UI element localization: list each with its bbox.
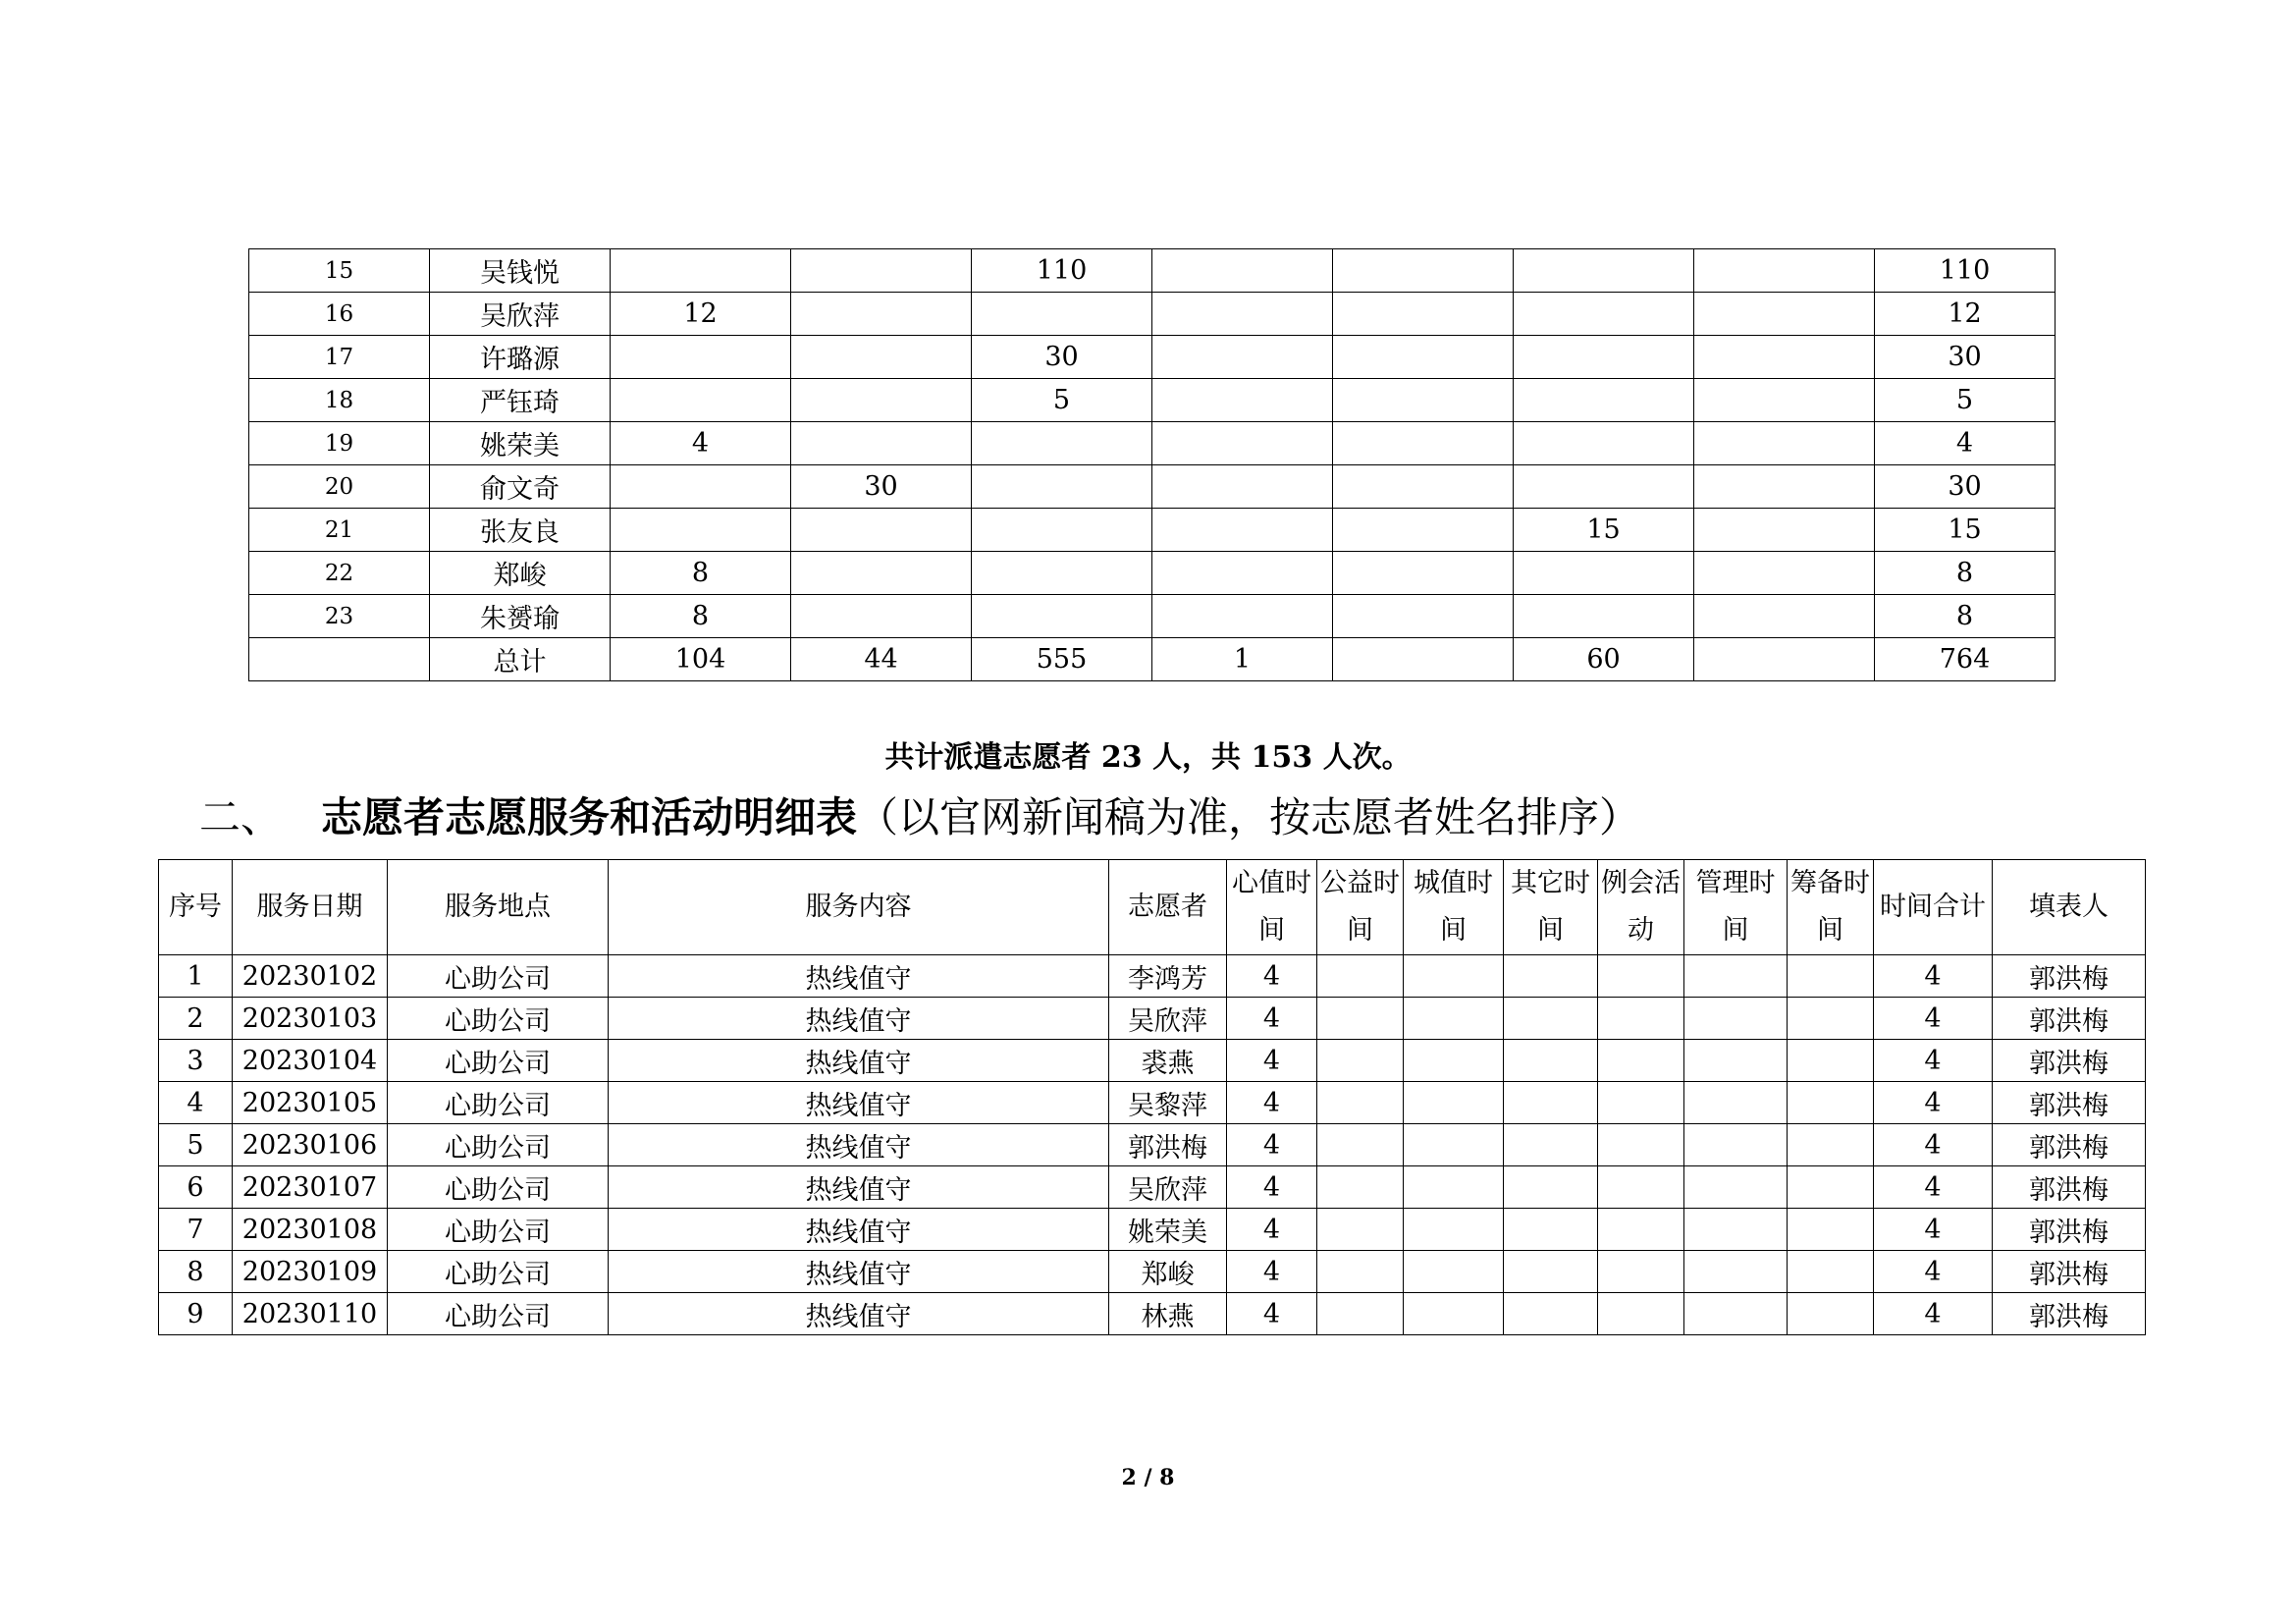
table-cell: 许璐源 [430,336,611,379]
table-cell: 4 [159,1082,233,1124]
table-cell [1333,422,1514,465]
table-cell: 吴欣萍 [430,293,611,336]
table-cell [1152,249,1333,293]
table-cell [791,552,972,595]
table-cell: 8 [611,595,791,638]
table-cell [1317,1124,1404,1166]
table-cell [1514,465,1694,509]
table-cell: 104 [611,638,791,681]
table-cell [1694,638,1875,681]
table-cell: 20230108 [233,1209,388,1251]
table-cell: 8 [159,1251,233,1293]
table-cell [1514,293,1694,336]
table-cell: 郭洪梅 [1993,955,2146,998]
column-header: 服务日期 [233,860,388,955]
table-cell [972,422,1152,465]
table-cell [611,465,791,509]
column-header: 心值时间 [1227,860,1317,955]
table-cell: 22 [249,552,430,595]
table-cell [611,509,791,552]
table-cell [1788,1124,1874,1166]
table-cell: 6 [159,1166,233,1209]
table-cell [1317,955,1404,998]
table-cell: 心助公司 [388,1166,609,1209]
table-cell: 4 [1227,998,1317,1040]
table-cell: 严钰琦 [430,379,611,422]
table-cell: 4 [1227,1082,1317,1124]
table-cell: 12 [1875,293,2056,336]
column-header: 填表人 [1993,860,2146,955]
table-cell [1598,1040,1684,1082]
table-row [159,1293,2146,1335]
table-cell [1317,998,1404,1040]
table-cell [791,595,972,638]
section-heading [199,785,1640,844]
table-cell [1684,1124,1788,1166]
table-cell [1598,1082,1684,1124]
table-cell [1504,1293,1598,1335]
table-cell [1333,336,1514,379]
table-cell [791,336,972,379]
table-cell: 30 [1875,465,2056,509]
table-cell: 4 [1874,1124,1993,1166]
table-cell: 15 [249,249,430,293]
table-header-row [159,860,2146,955]
table-cell [972,465,1152,509]
table-cell: 110 [972,249,1152,293]
table-cell: 4 [1874,955,1993,998]
table-cell [1504,1082,1598,1124]
table-cell: 郑峻 [1109,1251,1227,1293]
table-cell: 4 [1874,1251,1993,1293]
table-cell: 60 [1514,638,1694,681]
table-cell: 5 [1875,379,2056,422]
table-cell [1514,595,1694,638]
table-cell [1598,998,1684,1040]
column-header: 志愿者 [1109,860,1227,955]
table-cell: 20230109 [233,1251,388,1293]
table-cell [1333,293,1514,336]
table-cell [1598,1124,1684,1166]
table-cell [1788,1209,1874,1251]
table-cell [1333,379,1514,422]
table-cell: 20230104 [233,1040,388,1082]
table-cell: 热线值守 [609,1040,1109,1082]
table-cell: 心助公司 [388,1040,609,1082]
table-cell [1404,998,1504,1040]
table-cell: 心助公司 [388,1082,609,1124]
table-cell: 8 [1875,552,2056,595]
table-cell [791,293,972,336]
table-cell: 吴欣萍 [1109,1166,1227,1209]
table-cell: 郭洪梅 [1993,1124,2146,1166]
table-row [249,552,2056,595]
table-cell [972,509,1152,552]
table-row [159,1251,2146,1293]
table-cell: 姚荣美 [1109,1209,1227,1251]
table-cell [1504,955,1598,998]
table-cell: 8 [611,552,791,595]
table-cell: 吴钱悦 [430,249,611,293]
table-cell [1404,1209,1504,1251]
table-cell: 4 [1227,955,1317,998]
table-cell [1317,1209,1404,1251]
table-cell: 心助公司 [388,1293,609,1335]
table-cell: 吴黎萍 [1109,1082,1227,1124]
table-cell: 郭洪梅 [1993,1082,2146,1124]
table-cell [1152,595,1333,638]
table-cell: 44 [791,638,972,681]
table-cell [1684,1166,1788,1209]
table-cell [791,509,972,552]
table-cell: 总计 [430,638,611,681]
table-cell [1788,998,1874,1040]
table-cell: 7 [159,1209,233,1251]
table-cell: 764 [1875,638,2056,681]
table-cell [1514,249,1694,293]
table-cell [611,249,791,293]
table-cell [1694,509,1875,552]
table-cell [249,638,430,681]
column-header: 筹备时间 [1788,860,1874,955]
table-row [159,998,2146,1040]
table-cell: 110 [1875,249,2056,293]
table-cell [1333,552,1514,595]
table-cell: 23 [249,595,430,638]
table-cell: 20230105 [233,1082,388,1124]
table-cell: 心助公司 [388,1124,609,1166]
table-cell [1333,249,1514,293]
table-cell [1317,1251,1404,1293]
table-cell: 心助公司 [388,1209,609,1251]
table-cell: 4 [1874,1082,1993,1124]
table-cell [791,422,972,465]
table-cell: 吴欣萍 [1109,998,1227,1040]
section-note: （以官网新闻稿为准，按志愿者姓名排序） [857,793,1641,841]
table-cell: 30 [972,336,1152,379]
table-cell [1333,509,1514,552]
column-header: 序号 [159,860,233,955]
table-cell: 20230103 [233,998,388,1040]
table-cell: 张友良 [430,509,611,552]
table-cell [1788,1082,1874,1124]
table-cell [1514,552,1694,595]
table-cell [1152,379,1333,422]
column-header: 例会活动 [1598,860,1684,955]
table-cell [1152,293,1333,336]
table-cell [791,249,972,293]
table-cell [1684,955,1788,998]
table-cell [1598,1209,1684,1251]
table-cell: 4 [1874,1166,1993,1209]
table-cell: 4 [611,422,791,465]
table-cell [1404,1124,1504,1166]
table-cell: 4 [1874,1209,1993,1251]
table-cell: 郭洪梅 [1993,1251,2146,1293]
service-activity-detail-table [158,859,2146,1335]
table-cell [1333,638,1514,681]
table-cell: 郭洪梅 [1993,1293,2146,1335]
table-cell [1684,1082,1788,1124]
table-cell: 4 [1227,1166,1317,1209]
column-header: 时间合计 [1874,860,1993,955]
table-cell: 5 [159,1124,233,1166]
table-cell [1504,1166,1598,1209]
table-cell: 裘燕 [1109,1040,1227,1082]
table-cell [1694,249,1875,293]
table-cell: 热线值守 [609,1124,1109,1166]
table-cell: 3 [159,1040,233,1082]
table-row [159,1040,2146,1082]
table-cell: 李鸿芳 [1109,955,1227,998]
table-cell [611,379,791,422]
table-cell: 朱赟瑜 [430,595,611,638]
table-cell: 30 [1875,336,2056,379]
table-cell: 12 [611,293,791,336]
table-cell: 18 [249,379,430,422]
table-cell: 2 [159,998,233,1040]
table-cell [1317,1082,1404,1124]
column-header: 城值时间 [1404,860,1504,955]
table-cell: 8 [1875,595,2056,638]
table-cell: 热线值守 [609,1293,1109,1335]
table-cell [1694,595,1875,638]
table-cell: 555 [972,638,1152,681]
table-row [249,249,2056,293]
table-cell [1788,1293,1874,1335]
table-cell [1317,1040,1404,1082]
table-cell [1598,1166,1684,1209]
table-row [249,509,2056,552]
table-cell: 热线值守 [609,1251,1109,1293]
table-cell: 心助公司 [388,955,609,998]
table-row [159,1166,2146,1209]
table-cell [1514,336,1694,379]
table-cell: 1 [1152,638,1333,681]
table-cell [1317,1293,1404,1335]
summary-text: 共计派遣志愿者 23 人，共 153 人次。 [884,740,1412,775]
table-cell [1598,1251,1684,1293]
table-cell [1694,465,1875,509]
table-cell [1788,1166,1874,1209]
table-cell [1404,955,1504,998]
table-cell: 4 [1227,1040,1317,1082]
table-cell [1404,1040,1504,1082]
table-cell [1504,1124,1598,1166]
table-cell [1504,1040,1598,1082]
table-cell: 4 [1874,998,1993,1040]
total-row [249,638,2056,681]
table-cell [1788,955,1874,998]
page-number: 2 / 8 [1121,1465,1175,1490]
table-cell [1694,336,1875,379]
table-cell [1404,1166,1504,1209]
table-cell [1694,552,1875,595]
table-cell: 5 [972,379,1152,422]
table-cell: 4 [1227,1293,1317,1335]
table-cell [1152,336,1333,379]
table-cell [1404,1293,1504,1335]
table-cell: 郭洪梅 [1993,998,2146,1040]
table-cell: 15 [1514,509,1694,552]
table-cell: 郭洪梅 [1993,1040,2146,1082]
table-cell: 心助公司 [388,1251,609,1293]
table-row [159,1124,2146,1166]
table-cell [1514,379,1694,422]
table-cell: 19 [249,422,430,465]
table-cell: 热线值守 [609,1209,1109,1251]
table-cell [1788,1251,1874,1293]
table-cell [1404,1082,1504,1124]
table-row [249,422,2056,465]
table-cell: 热线值守 [609,955,1109,998]
table-cell: 林燕 [1109,1293,1227,1335]
table-cell [1788,1040,1874,1082]
table-row [249,379,2056,422]
table-cell [1684,1251,1788,1293]
table-cell: 郑峻 [430,552,611,595]
table-cell [1684,1209,1788,1251]
table-cell [1694,422,1875,465]
table-row [249,336,2056,379]
table-cell: 17 [249,336,430,379]
table-cell: 4 [1227,1124,1317,1166]
table-cell: 心助公司 [388,998,609,1040]
table-cell: 20230110 [233,1293,388,1335]
table-cell [1694,293,1875,336]
table-cell [1598,955,1684,998]
table-cell [1333,465,1514,509]
table-cell: 20230107 [233,1166,388,1209]
column-header: 服务地点 [388,860,609,955]
table-cell [972,552,1152,595]
table-cell: 郭洪梅 [1109,1124,1227,1166]
table-cell: 4 [1227,1209,1317,1251]
table-cell [1684,1293,1788,1335]
table-cell: 15 [1875,509,2056,552]
table-cell [1152,552,1333,595]
table-cell: 4 [1227,1251,1317,1293]
table-row [159,1082,2146,1124]
table-cell: 4 [1875,422,2056,465]
table-cell: 9 [159,1293,233,1335]
table-cell: 郭洪梅 [1993,1209,2146,1251]
table-cell [1504,1209,1598,1251]
table-cell [1152,422,1333,465]
column-header: 公益时间 [1317,860,1404,955]
table-row [249,465,2056,509]
table-cell: 郭洪梅 [1993,1166,2146,1209]
table-cell [972,595,1152,638]
table-cell [1598,1293,1684,1335]
table-cell [1684,1040,1788,1082]
table-cell: 姚荣美 [430,422,611,465]
column-header: 其它时间 [1504,860,1598,955]
table-cell: 1 [159,955,233,998]
table-cell: 热线值守 [609,998,1109,1040]
table-row [159,955,2146,998]
section-number: 二、 [199,793,283,841]
table-cell [1152,465,1333,509]
table-cell [1684,998,1788,1040]
table-cell [1694,379,1875,422]
table-cell [611,336,791,379]
table-cell: 16 [249,293,430,336]
table-cell: 20230102 [233,955,388,998]
table-cell [1504,998,1598,1040]
column-header: 管理时间 [1684,860,1788,955]
table-cell: 4 [1874,1293,1993,1335]
column-header: 服务内容 [609,860,1109,955]
table-cell: 20230106 [233,1124,388,1166]
table-cell: 热线值守 [609,1166,1109,1209]
table-cell [1514,422,1694,465]
table-cell: 4 [1874,1040,1993,1082]
table-cell [1504,1251,1598,1293]
volunteer-hours-summary-table [248,248,2056,681]
table-cell [1152,509,1333,552]
table-cell [1333,595,1514,638]
table-cell: 30 [791,465,972,509]
table-row [249,293,2056,336]
table-cell: 热线值守 [609,1082,1109,1124]
table-row [159,1209,2146,1251]
table-cell [791,379,972,422]
section-title: 志愿者志愿服务和活动明细表 [321,793,858,841]
table-cell: 20 [249,465,430,509]
table-row [249,595,2056,638]
table-cell: 俞文奇 [430,465,611,509]
table-cell [1317,1166,1404,1209]
table-cell: 21 [249,509,430,552]
table-cell [972,293,1152,336]
table-cell [1404,1251,1504,1293]
